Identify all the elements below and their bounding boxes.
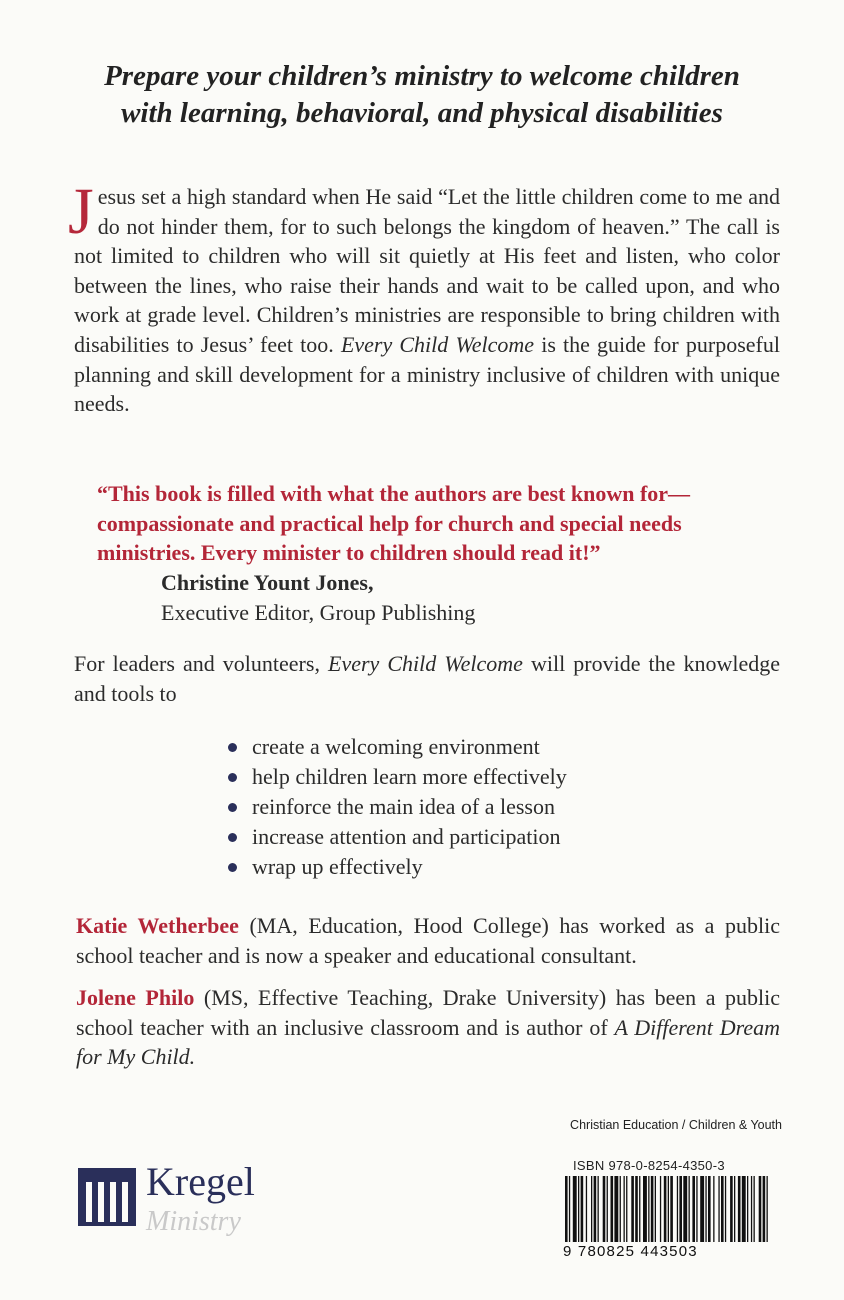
bullet-icon — [228, 803, 237, 812]
endorser-role: Executive Editor, Group Publishing — [161, 600, 476, 625]
intro-text: esus set a high standard when He said “Let the little children come to me and do not hinder them, for to such belongs the kingdom of heaven.” The call is not limited to children who will sit quietly at His feet and listen, who color between the lines, who raise their hands and wait to be called upon, and who work at grade level. Children’s ministries are responsible to bring children with disabilities to Jesus’ feet too. — [74, 184, 780, 357]
intro-book-title: Every Child Welcome — [340, 331, 535, 357]
list-item-text: wrap up effectively — [252, 854, 423, 879]
leaders-text-end: will provide the knowledge and tools to — [74, 651, 780, 706]
bullet-icon — [228, 833, 237, 842]
author-bio-2 — [76, 983, 780, 1072]
author-bio-text-1: (MA, Education, Hood College) has worked as a public school teacher and is now a speaker and educational consultant. — [76, 913, 781, 968]
author-book-title: A Different Dream for My Child. — [76, 1014, 780, 1069]
endorsement-attribution — [161, 568, 721, 628]
headline-line-1: Prepare your children’s ministry to welcome children — [104, 60, 740, 92]
list-item — [228, 822, 567, 852]
list-item — [228, 792, 567, 822]
endorsement-quote: “This book is filled with what the authors are best known for—compassionate and practical help for church and special needs ministries. Every minister to children should read it!” — [97, 481, 691, 565]
category-label: Christian Education / Children & Youth — [570, 1118, 782, 1132]
intro-paragraph — [68, 175, 780, 419]
list-item-text: increase attention and participation — [252, 824, 561, 849]
bullet-icon — [228, 773, 237, 782]
bullet-icon — [228, 863, 237, 872]
headline-line-2: with learning, behavioral, and physical disabilities — [121, 97, 723, 129]
list-item — [228, 732, 567, 762]
author-name-2: Jolene Philo — [76, 985, 195, 1010]
intro-text-end: is the guide for purposeful planning and skill development for a ministry inclusive of children with unique needs. — [74, 331, 780, 417]
list-item-text: reinforce the main idea of a lesson — [252, 794, 555, 819]
publisher-division: Ministry — [146, 1206, 241, 1237]
endorser-name: Christine Yount Jones, — [161, 570, 374, 595]
leaders-book-title: Every Child Welcome — [328, 651, 523, 676]
list-item-text: create a welcoming environment — [252, 734, 540, 759]
drop-cap: J — [68, 175, 94, 248]
bullet-icon — [228, 743, 237, 752]
author-bio-text-2: (MS, Effective Teaching, Drake University) has been a public school teacher with an inclusive classroom and is author of — [76, 985, 780, 1040]
barcode-digits: 9 780825 443503 — [563, 1243, 698, 1260]
author-bio-1 — [76, 911, 780, 970]
benefits-list — [228, 732, 567, 882]
list-item — [228, 852, 567, 882]
list-item — [228, 762, 567, 792]
publisher-name: Kregel — [146, 1159, 255, 1204]
leaders-paragraph — [74, 649, 780, 709]
list-item-text: help children learn more effectively — [252, 764, 567, 789]
barcode — [565, 1176, 769, 1242]
headline — [60, 58, 784, 132]
isbn-label: ISBN 978-0-8254-4350-3 — [573, 1158, 725, 1173]
leaders-text: For leaders and volunteers, — [74, 651, 328, 676]
author-name-1: Katie Wetherbee — [76, 913, 239, 938]
